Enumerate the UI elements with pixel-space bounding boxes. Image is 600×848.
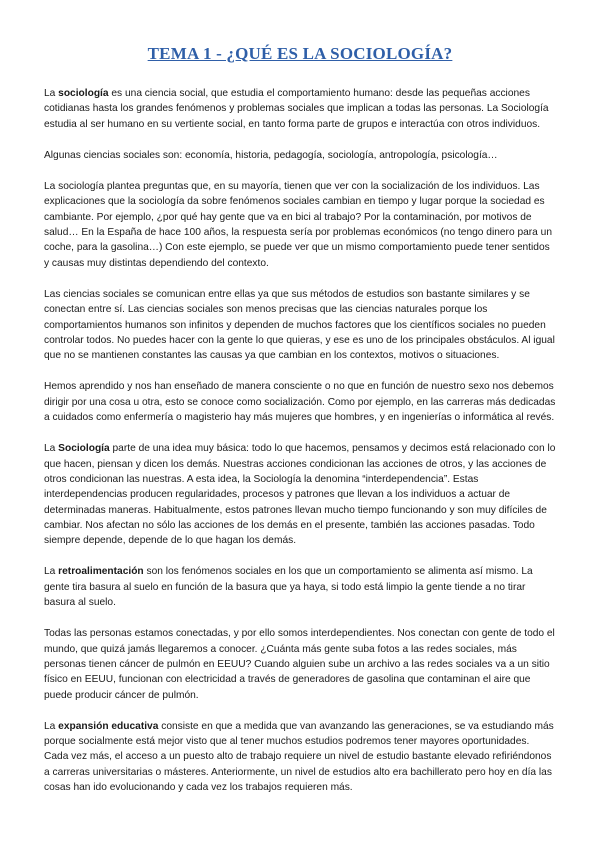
bold-term-sociologia-2: Sociología: [58, 443, 110, 455]
text-run: La: [44, 566, 59, 578]
bold-term-expansion-educativa: expansión educativa: [58, 720, 159, 732]
text-run: parte de una idea muy básica: todo lo que hacemos, pensamos y decimos está relacionado con lo que hacen, piensan y dicen los demás. Nuestras acciones condicionan las acciones de otros, y las acciones de otros condicionan las nuestras. A esta idea, la Sociología la denomina “interdependencia”. Estas interdependencias producen regularidades, procesos y patrones que llevan a los individuos a actuar de determinadas maneras. Habitualmente, estos patrones llevan mucho tiempo funcionando y son muy difíciles de cambiar. Nos afectan no sólo las acciones de los demás en el presente, también las acciones pasadas. Todo siempre depende, depende de lo que hagan los demás.: [44, 443, 556, 547]
paragraph-retroalimentacion: [44, 564, 556, 610]
text-run: son los fenómenos sociales en los que un comportamiento se alimenta así mismo. La gente tira basura al suelo en función de la basura que ya haya, si todo está limpio la gente tiende a no tirar basura al suelo.: [44, 566, 533, 609]
paragraph-ciencias-sociales: Algunas ciencias sociales son: economía, historia, pedagogía, sociología, antropología, psicología…: [44, 149, 498, 161]
page-title: TEMA 1 - ¿QUÉ ES LA SOCIOLOGÍA?: [147, 44, 453, 63]
text-run: La: [44, 88, 59, 99]
text-run: La: [44, 443, 59, 455]
text-run: es una ciencia social, que estudia el comportamiento humano: desde las pequeñas acciones cotidianas hasta los grandes fenómenos y problemas sociales que implican a todas las personas. La Sociología estudia al ser humano en su vertiente social, en tanto forma parte de grupos e interactúa con otros individuos.: [44, 88, 549, 130]
paragraph-sociologia-definition: [44, 86, 556, 132]
paragraph-interdependencia: [44, 441, 556, 548]
paragraph-socializacion: Hemos aprendido y nos han enseñado de manera consciente o no que en función de nuestro sexo nos debemos dirigir por una cosa u otra, esto se conoce como socialización. Como por ejemplo, en las carreras más dedicadas a cuidados como enfermería o magisterio hay más mujeres que hombres, y en ingenierías o informática al revés.: [44, 381, 556, 424]
bold-term-retroalimentacion: retroalimentación: [58, 566, 144, 578]
text-run: consiste en que a medida que van avanzando las generaciones, se va estudiando más porque socialmente está mejor visto que al tener muchos estudios podremos tener mayores oportunidades. Cada vez más, el acceso a un puesto alto de trabajo requiere un nivel de estudio bastante elevado refiriéndonos a carreras universitarias o másteres. Anteriormente, un nivel de estudios alto era bachillerato pero hoy en día las cosas han ido evolucionando y cada vez los trabajos requieren más.: [44, 720, 554, 793]
text-run: La: [44, 720, 59, 732]
paragraph-preguntas: La sociología plantea preguntas que, en su mayoría, tienen que ver con la socialización de los individuos. Las explicaciones que la sociología da sobre fenómenos sociales cambian en tiempo y lugar porque la sociedad es cambiante. Por ejemplo, ¿por qué hay gente que va en bici al trabajo? Por la contaminación, por motivos de salud… En la España de hace 100 años, la respuesta sería por problemas económicos (no tengo dinero para un coche, para la gasolina…) Con este ejemplo, se puede ver que un mismo comportamiento puede tener sentidos y causas muy distintas dependiendo del contexto.: [44, 181, 552, 269]
paragraph-expansion-educativa: [44, 719, 556, 795]
bold-term-sociologia: sociología: [58, 88, 109, 99]
paragraph-comunicacion: Las ciencias sociales se comunican entre ellas ya que sus métodos de estudios son bastante similares y se conectan entre sí. Las ciencias sociales son menos precisas que las ciencias naturales porque los comportamientos humanos son infinitos y dependen de muchos factores que los científicos sociales no pueden controlar todos. No puedes hacer con la gente lo que quieras, y ese es uno de los principales obstáculos. Al igual que no se mantienen constantes las causas ya que cambian en los contextos, motivos o situaciones.: [44, 288, 555, 362]
paragraph-conectadas: Todas las personas estamos conectadas, y por ello somos interdependientes. Nos conectan con gente de todo el mundo, que quizá jamás llegaremos a conocer. ¿Cuánta más gente suba fotos a las redes sociales, más personas tienen cáncer de pulmón en EEUU? Cuando alguien sube un archivo a las redes sociales va a un sitio físico en EEUU, funcionan con electricidad a través de generadores de gasolina que contaminan el aire que puede producir cáncer de pulmón.: [44, 628, 555, 701]
